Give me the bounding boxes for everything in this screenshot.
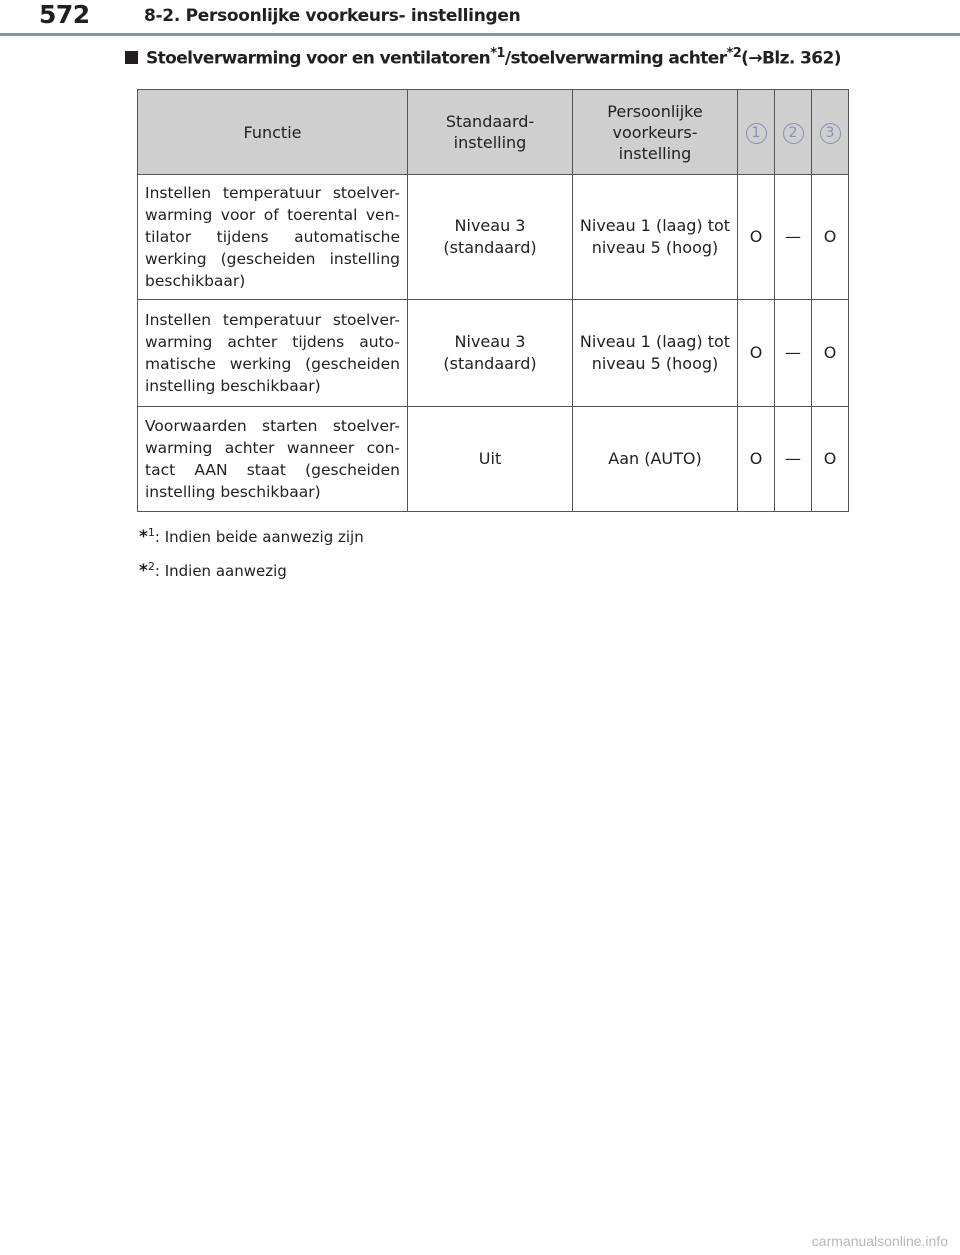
row-default-line1: Niveau 3 <box>454 216 526 235</box>
footnote-1 <box>139 526 364 547</box>
row-mark-3: O <box>812 300 849 407</box>
row-custom-line1: Niveau 1 (laag) tot <box>579 332 731 351</box>
col-header-default-line1: Standaard- <box>445 112 535 131</box>
row-default-line2: (standaard) <box>443 238 537 257</box>
footnote-2-star: * <box>139 561 148 581</box>
footnote-1-sup: 1 <box>147 526 155 539</box>
heading-sup-2: *2 <box>726 46 742 61</box>
row-custom-line2: niveau 5 (hoog) <box>591 354 719 373</box>
circled-number-2-icon: 2 <box>783 123 804 144</box>
row-mark-3: O <box>812 175 849 300</box>
col-header-method-3 <box>812 90 849 175</box>
row-default <box>408 300 573 407</box>
running-header: 8-2. Persoonlijke voorkeurs- instellingen <box>144 6 521 26</box>
row-default <box>408 407 573 512</box>
row-function: Instellen temperatuur stoelver-warming voor of toerental ven-tilator tijdens automatische werking (gescheiden instelling beschikbaar) <box>138 175 408 300</box>
heading-main: Stoelverwarming voor en ventilatoren <box>146 48 491 69</box>
col-header-custom-line2: voorkeurs- <box>612 122 698 142</box>
col-header-method-1 <box>738 90 775 175</box>
heading-mid: /stoelverwarming achter <box>504 48 727 69</box>
header-rule <box>0 33 960 36</box>
col-header-default-line2: instelling <box>453 133 527 152</box>
row-default-line2: (standaard) <box>443 354 537 373</box>
row-default-line1: Uit <box>478 449 502 468</box>
col-header-custom-line3: instelling <box>618 143 692 163</box>
row-custom-line1: Niveau 1 (laag) tot <box>579 216 731 235</box>
table-row <box>138 175 849 300</box>
row-mark-1: O <box>738 300 775 407</box>
row-mark-1: O <box>738 175 775 300</box>
row-mark-2: — <box>775 175 812 300</box>
table-row <box>138 407 849 512</box>
page-reference-link[interactable]: (→Blz. 362) <box>741 48 841 69</box>
col-header-function: Functie <box>138 90 408 175</box>
settings-table <box>137 89 849 512</box>
footnote-2-text: : Indien aanwezig <box>154 562 287 580</box>
row-default <box>408 175 573 300</box>
section-heading <box>125 46 955 69</box>
row-custom <box>573 300 738 407</box>
footnote-2 <box>139 560 287 581</box>
row-custom-line1: Aan (AUTO) <box>608 449 702 468</box>
footnote-1-text: : Indien beide aanwezig zijn <box>154 528 364 546</box>
row-default-line1: Niveau 3 <box>454 332 526 351</box>
col-header-custom <box>573 90 738 175</box>
row-custom <box>573 407 738 512</box>
row-custom <box>573 175 738 300</box>
row-function: Instellen temperatuur stoelver-warming achter tijdens auto-matische werking (gescheiden instelling beschikbaar) <box>138 300 408 407</box>
row-custom-line2: niveau 5 (hoog) <box>591 238 719 257</box>
row-mark-1: O <box>738 407 775 512</box>
circled-number-3-icon: 3 <box>820 123 841 144</box>
row-function: Voorwaarden starten stoelver-warming achter wanneer con-tact AAN staat (gescheiden instelling beschikbaar) <box>138 407 408 512</box>
row-mark-2: — <box>775 407 812 512</box>
table-header-row <box>138 90 849 175</box>
row-mark-3: O <box>812 407 849 512</box>
col-header-default <box>408 90 573 175</box>
col-header-custom-line1: Persoonlijke <box>607 101 703 121</box>
col-header-method-2 <box>775 90 812 175</box>
footnote-2-sup: 2 <box>147 560 155 573</box>
page-number: 572 <box>39 0 90 29</box>
row-mark-2: — <box>775 300 812 407</box>
watermark: carmanualsonline.info <box>811 1233 948 1249</box>
circled-number-1-icon: 1 <box>746 123 767 144</box>
square-bullet-icon <box>125 51 138 64</box>
heading-sup-1: *1 <box>490 46 505 61</box>
table-row <box>138 300 849 407</box>
footnote-1-star: * <box>139 527 148 547</box>
